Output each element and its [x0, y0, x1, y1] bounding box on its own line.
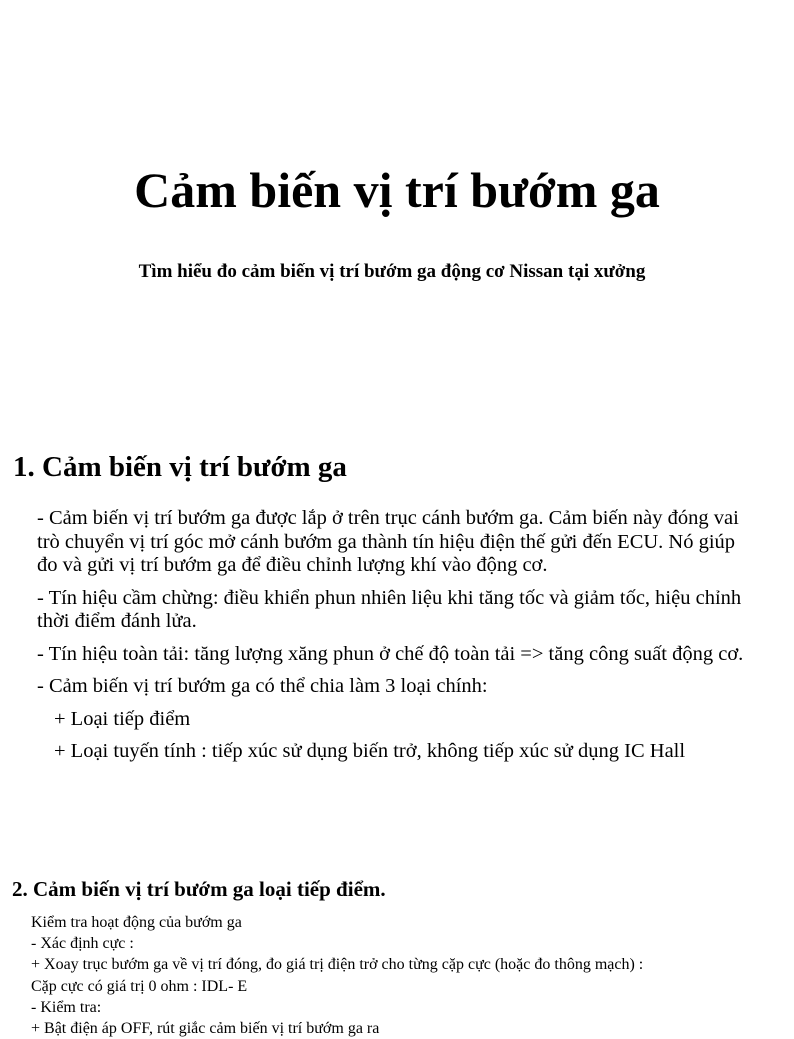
section-1-paragraph: - Cảm biến vị trí bướm ga được lắp ở trên trục cánh bướm ga. Cảm biến này đóng vai trò chuyển vị trí góc mở cánh bướm ga thành tín hiệu điện thế gửi đến ECU. Nó giúp đo và gửi vị trí bướm ga để điều chỉnh lượng khí vào động cơ. — [37, 507, 739, 576]
section-1-paragraph: - Cảm biến vị trí bướm ga có thể chia làm 3 loại chính: — [37, 675, 488, 697]
section-2-line: Cặp cực có giá trị 0 ohm : IDL- E — [31, 977, 248, 995]
section-1-heading: 1. Cảm biến vị trí bướm ga — [13, 451, 347, 483]
section-2-heading: 2. Cảm biến vị trí bướm ga loại tiếp điểm. — [12, 877, 386, 901]
page-subtitle: Tìm hiểu đo cảm biến vị trí bướm ga động cơ Nissan tại xưởng — [138, 261, 646, 282]
section-1-paragraph: - Tín hiệu toàn tải: tăng lượng xăng phun ở chế độ toàn tải => tăng công suất động cơ. — [37, 642, 744, 665]
section-2-body — [31, 912, 761, 1039]
section-2-line: - Kiểm tra: — [31, 998, 102, 1016]
section-2-line: + Xoay trục bướm ga về vị trí đóng, đo giá trị điện trở cho từng cặp cực (hoặc đo thông mạch) : — [31, 956, 644, 974]
section-1-paragraph: - Tín hiệu cầm chừng: điều khiển phun nhiên liệu khi tăng tốc và giảm tốc, hiệu chỉnh thời điểm đánh lửa. — [37, 586, 742, 632]
section-2-line: - Xác định cực : — [31, 935, 134, 953]
section-2-line: + Bật điện áp OFF, rút giắc cảm biến vị trí bướm ga ra — [31, 1020, 380, 1038]
section-2-line: Kiểm tra hoạt động của bướm ga — [31, 914, 242, 931]
section-1-sub-item: + Loại tiếp điểm — [54, 707, 191, 730]
page-title: Cảm biến vị trí bướm ga — [134, 162, 660, 218]
section-1-body — [37, 507, 757, 773]
section-1-sub-item: + Loại tuyến tính : tiếp xúc sử dụng biến trở, không tiếp xúc sử dụng IC Hall — [54, 740, 686, 762]
